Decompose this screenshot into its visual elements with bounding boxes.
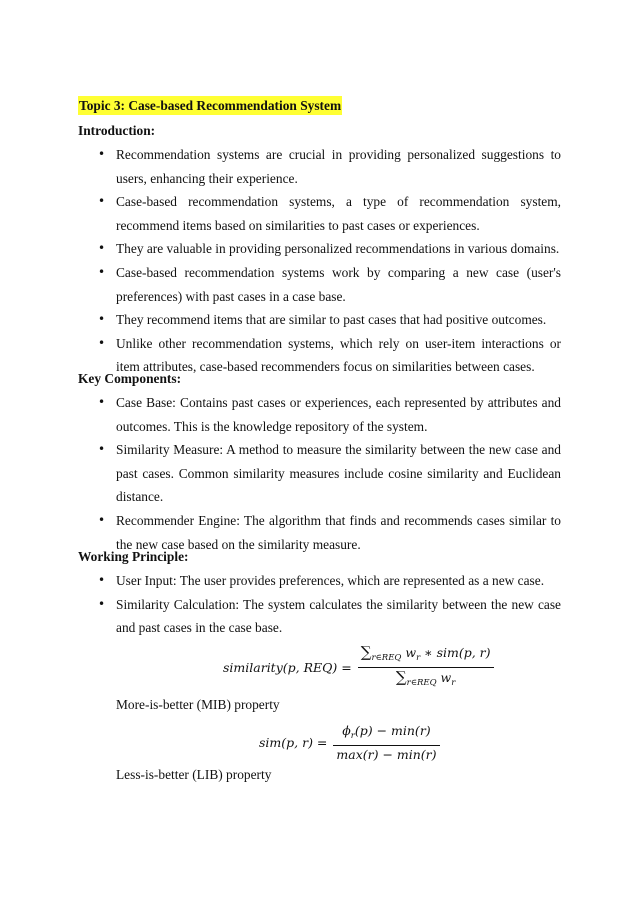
list-item: • Recommendation systems are crucial in providing personalized suggestions to users, enhancing their experience. — [116, 143, 561, 190]
list-item: • They are valuable in providing personalized recommendations in various domains. — [116, 237, 561, 261]
similarity-fraction — [358, 643, 494, 692]
bullet-icon: • — [98, 241, 106, 256]
list-item: • Similarity Measure: A method to measure the similarity between the new case and past cases. Common similarity measures include cosine similarity and Euclidean distance. — [116, 438, 561, 509]
similarity-numerator: $\sum_{r\in REQ}$ $w_r$ ∗ sim(p, r) — [358, 643, 494, 668]
bullet-icon: • — [98, 264, 106, 279]
list-item: • Case Base: Contains past cases or experiences, each represented by attributes and outcomes. This is the knowledge repository of the system. — [116, 391, 561, 438]
list-item: • Case-based recommendation systems, a type of recommendation system, recommend items based on similarities to past cases or experiences. — [116, 190, 561, 237]
key-components-heading: Key Components: — [78, 371, 182, 386]
similarity-denominator: $\sum_{r\in REQ}$ $w_r$ — [395, 668, 456, 688]
bullet-icon: • — [98, 335, 106, 350]
key-components-list — [98, 391, 561, 556]
list-item: • Similarity Calculation: The system calculates the similarity between the new case and past cases in the case base. — [116, 593, 561, 640]
list-item: • Unlike other recommendation systems, which rely on user-item interactions or item attributes, case-based recommenders focus on similarities between cases. — [116, 332, 561, 379]
introduction-list — [98, 143, 561, 379]
working-principle-list — [98, 569, 561, 640]
bullet-icon: • — [98, 573, 106, 587]
sim-numerator: $\phi_r(p) - \min(r)$ — [333, 722, 439, 746]
sim-fraction — [333, 722, 439, 764]
working-principle-heading: Working Principle: — [78, 549, 189, 564]
list-item: • User Input: The user provides preferences, which are represented as a new case. — [116, 569, 561, 593]
bullet-icon: • — [98, 442, 106, 457]
similarity-formula: similarity(p, REQ) = $\frac{\sum_{r\in REQ} w_r ∗ sim(p, r)}{\sum_{r\in REQ} w_r}$ — [223, 643, 494, 692]
list-item: • They recommend items that are similar to past cases that had positive outcomes. — [116, 308, 561, 332]
bullet-icon: • — [98, 596, 106, 611]
bullet-icon: • — [98, 147, 106, 161]
list-item: • Recommender Engine: The algorithm that finds and recommends cases similar to the new case based on the similarity measure. — [116, 509, 561, 556]
bullet-icon: • — [98, 194, 106, 209]
bullet-icon: • — [98, 512, 106, 527]
list-item: • Case-based recommendation systems work by comparing a new case (user's preferences) with past cases in a case base. — [116, 261, 561, 308]
sim-formula: sim(p, r) = $\frac{\phi_r(p) - \min(r)}{\max(r) - \min(r)}$ — [259, 722, 440, 764]
introduction-heading: Introduction: — [78, 123, 156, 138]
topic-title: Topic 3: Case-based Recommendation System — [79, 98, 342, 113]
bullet-icon: • — [98, 312, 106, 327]
lib-label: Less-is-better (LIB) property — [116, 767, 272, 782]
sim-denominator: max(r) − min(r) — [336, 747, 437, 762]
bullet-icon: • — [98, 395, 106, 409]
mib-label: More-is-better (MIB) property — [116, 697, 280, 712]
